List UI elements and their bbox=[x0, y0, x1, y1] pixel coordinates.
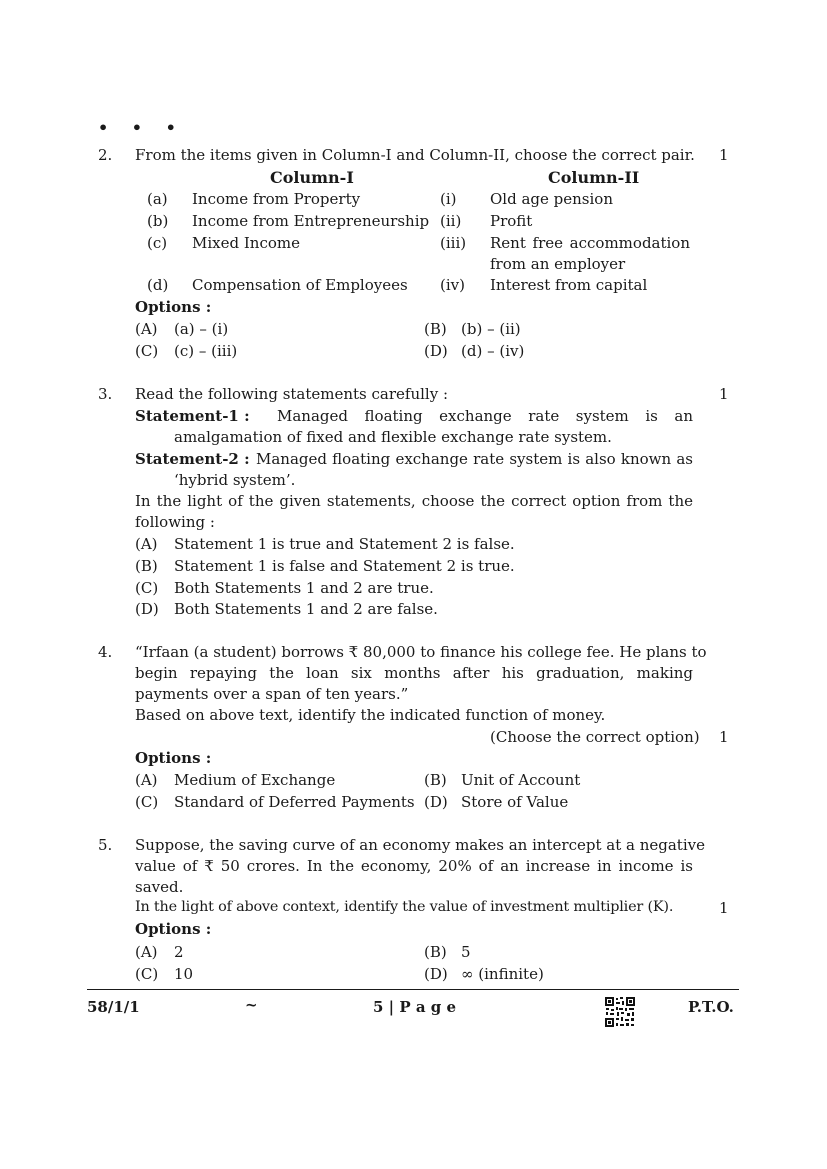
option-text: 5 bbox=[461, 943, 471, 961]
statement-2-text-cont: ‘hybrid system’. bbox=[174, 471, 296, 489]
row-key: (ii) bbox=[440, 212, 462, 230]
question-text-cont: begin repaying the loan six months after his graduation, making bbox=[135, 664, 693, 682]
row-key: (iv) bbox=[440, 276, 465, 294]
question-text-cont: In the light of above context, identify the value of investment multiplier (K). bbox=[135, 899, 674, 915]
option-key: (D) bbox=[135, 600, 159, 618]
statement-1-text-cont: amalgamation of fixed and flexible exchange rate system. bbox=[174, 428, 612, 446]
marks: 1 bbox=[719, 899, 729, 917]
option-text: Statement 1 is true and Statement 2 is false. bbox=[174, 535, 515, 553]
row-key: (d) bbox=[147, 276, 169, 294]
option-text: 2 bbox=[174, 943, 184, 961]
option-key: (A) bbox=[135, 320, 158, 338]
option-text: Store of Value bbox=[461, 793, 569, 811]
row-key: (c) bbox=[147, 234, 168, 252]
option-text: Both Statements 1 and 2 are true. bbox=[174, 579, 434, 597]
row-key: (iii) bbox=[440, 234, 467, 252]
qr-code-icon bbox=[604, 996, 636, 1028]
question-hint: (Choose the correct option) bbox=[490, 728, 700, 746]
option-text: Standard of Deferred Payments bbox=[174, 793, 415, 811]
question-text-cont: payments over a span of ten years.” bbox=[135, 685, 409, 703]
options-label: Options : bbox=[135, 920, 212, 938]
option-key: (B) bbox=[135, 557, 158, 575]
option-key: (C) bbox=[135, 793, 159, 811]
option-text: Both Statements 1 and 2 are false. bbox=[174, 600, 438, 618]
options-label: Options : bbox=[135, 749, 212, 767]
footer-tilde: ~ bbox=[245, 996, 258, 1014]
row-item: Rent free accommodation bbox=[490, 234, 690, 252]
option-text: Medium of Exchange bbox=[174, 771, 336, 789]
row-item: Interest from capital bbox=[490, 276, 648, 294]
question-text-cont: saved. bbox=[135, 878, 184, 896]
statement-2-label: Statement-2 : bbox=[135, 450, 250, 468]
option-text: ∞ (infinite) bbox=[461, 965, 544, 983]
option-key: (C) bbox=[135, 342, 159, 360]
row-item: Old age pension bbox=[490, 190, 613, 208]
page-number: 5 | P a g e bbox=[373, 998, 457, 1016]
option-text: (b) – (ii) bbox=[461, 320, 521, 338]
marks: 1 bbox=[719, 728, 729, 746]
question-text: From the items given in Column-I and Column-II, choose the correct pair. bbox=[135, 146, 695, 164]
option-text: 10 bbox=[174, 965, 194, 983]
question-number: 2. bbox=[98, 146, 113, 164]
question-number: 4. bbox=[98, 643, 113, 661]
option-key: (D) bbox=[424, 342, 448, 360]
row-item-cont: from an employer bbox=[490, 255, 626, 273]
row-item: Compensation of Employees bbox=[192, 276, 408, 294]
statement-1-text: Managed floating exchange rate system is an bbox=[277, 407, 693, 425]
header-dots: • • • bbox=[98, 118, 185, 137]
row-key: (i) bbox=[440, 190, 457, 208]
option-text: Statement 1 is false and Statement 2 is true. bbox=[174, 557, 515, 575]
option-key: (A) bbox=[135, 535, 158, 553]
option-key: (B) bbox=[424, 943, 447, 961]
row-item: Mixed Income bbox=[192, 234, 300, 252]
option-key: (C) bbox=[135, 579, 159, 597]
marks: 1 bbox=[719, 146, 729, 164]
option-key: (C) bbox=[135, 965, 159, 983]
question-text-cont: value of ₹ 50 crores. In the economy, 20% of an increase in income is bbox=[135, 857, 693, 875]
question-number: 3. bbox=[98, 385, 113, 403]
option-text: Unit of Account bbox=[461, 771, 581, 789]
row-key: (a) bbox=[147, 190, 168, 208]
option-key: (B) bbox=[424, 771, 447, 789]
instruction-text: In the light of the given statements, choose the correct option from the bbox=[135, 492, 693, 510]
option-key: (B) bbox=[424, 320, 447, 338]
statement-2-text: Managed floating exchange rate system is also known as bbox=[256, 450, 693, 468]
question-text: Read the following statements carefully : bbox=[135, 385, 449, 403]
footer-divider bbox=[87, 989, 739, 990]
question-text-cont: Based on above text, identify the indicated function of money. bbox=[135, 706, 606, 724]
question-number: 5. bbox=[98, 836, 113, 854]
option-text: (c) – (iii) bbox=[174, 342, 238, 360]
option-key: (A) bbox=[135, 943, 158, 961]
statement-1-label: Statement-1 : bbox=[135, 407, 250, 425]
pto-label: P.T.O. bbox=[688, 998, 734, 1016]
marks: 1 bbox=[719, 385, 729, 403]
instruction-text-cont: following : bbox=[135, 513, 215, 531]
option-key: (D) bbox=[424, 793, 448, 811]
paper-code: 58/1/1 bbox=[87, 998, 140, 1016]
option-key: (A) bbox=[135, 771, 158, 789]
question-text: Suppose, the saving curve of an economy makes an intercept at a negative bbox=[135, 836, 705, 854]
row-item: Income from Property bbox=[192, 190, 361, 208]
column-1-title: Column-I bbox=[270, 168, 354, 187]
question-text: “Irfaan (a student) borrows ₹ 80,000 to finance his college fee. He plans to bbox=[135, 643, 707, 661]
option-text: (d) – (iv) bbox=[461, 342, 525, 360]
row-item: Profit bbox=[490, 212, 533, 230]
row-key: (b) bbox=[147, 212, 169, 230]
options-label: Options : bbox=[135, 298, 212, 316]
option-text: (a) – (i) bbox=[174, 320, 229, 338]
option-key: (D) bbox=[424, 965, 448, 983]
row-item: Income from Entrepreneurship bbox=[192, 212, 430, 230]
column-2-title: Column-II bbox=[548, 168, 640, 187]
